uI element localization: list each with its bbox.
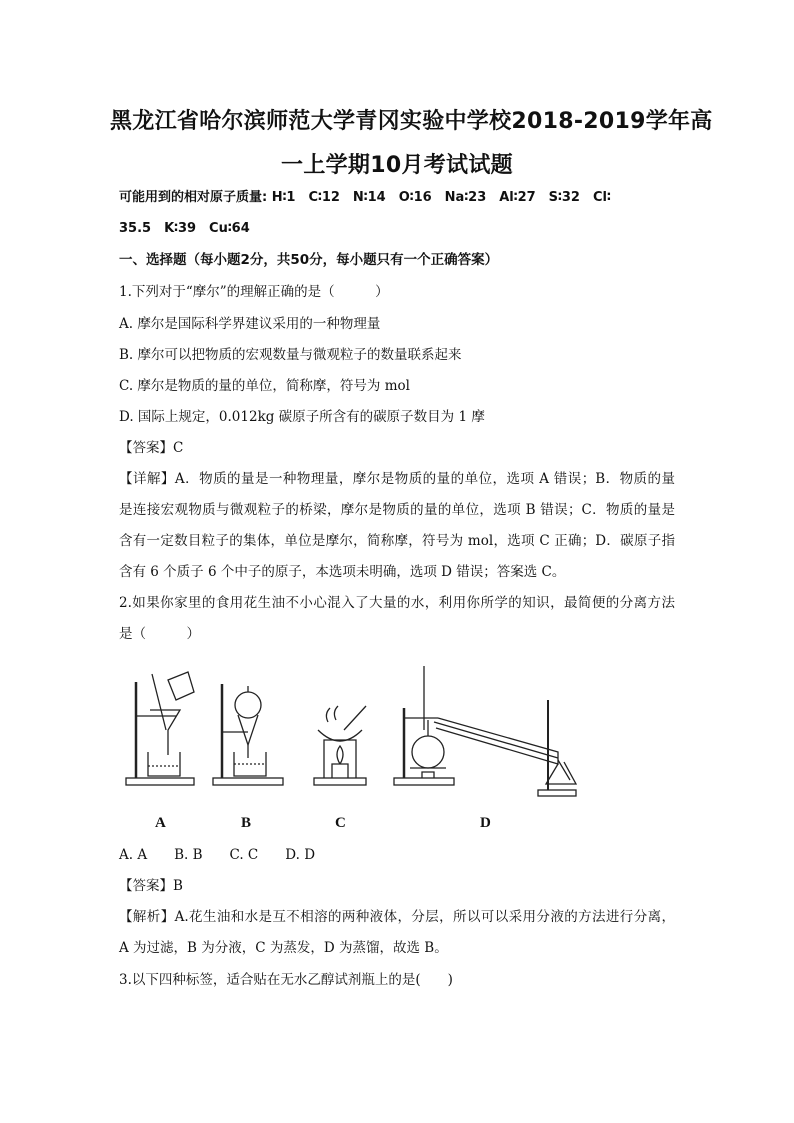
q2-stem-line-2: 是（ ） xyxy=(119,626,200,642)
q1-stem: 1.下列对于“摩尔”的理解正确的是（ ） xyxy=(119,284,389,300)
q2-stem-line-1: 2.如果你家里的食用花生油不小心混入了大量的水，利用你所学的知识，最简便的分离方法 xyxy=(119,595,675,611)
page-title-line-2: 一上学期10月考试试题 xyxy=(281,153,513,178)
apparatus-a-filtration-icon xyxy=(126,672,194,785)
q1-option-c: C. 摩尔是物质的量的单位，简称摩，符号为 mol xyxy=(119,378,410,394)
q1-explanation-line: 是连接宏观物质与微观粒子的桥梁，摩尔是物质的量的单位，选项 B 错误；C．物质的量是 xyxy=(119,502,675,518)
q2-answer: 【答案】B xyxy=(119,878,183,894)
q1-option-b: B. 摩尔可以把物质的宏观数量与微观粒子的数量联系起来 xyxy=(119,347,462,363)
section-heading: 一、选择题（每小题2分，共50分，每小题只有一个正确答案） xyxy=(119,252,499,268)
q3-stem: 3.以下四种标签，适合贴在无水乙醇试剂瓶上的是( ) xyxy=(119,972,453,988)
lab-apparatus-figure xyxy=(118,660,608,840)
q1-explanation-line: 【详解】A．物质的量是一种物理量，摩尔是物质的量的单位，选项 A 错误；B．物质的量 xyxy=(119,471,675,487)
figure-label-d: D xyxy=(480,815,491,831)
figure-label-a: A xyxy=(155,815,166,831)
apparatus-d-distillation-icon xyxy=(394,666,576,796)
apparatus-b-separatory-funnel-icon xyxy=(213,684,283,785)
q1-option-d: D. 国际上规定，0.012kg 碳原子所含有的碳原子数目为 1 摩 xyxy=(119,409,485,425)
q1-answer: 【答案】C xyxy=(119,440,184,456)
q2-explanation-line: A 为过滤，B 为分液，C 为蒸发，D 为蒸馏，故选 B。 xyxy=(119,940,448,956)
q1-option-a: A. 摩尔是国际科学界建议采用的一种物理量 xyxy=(119,316,381,332)
figure-label-b: B xyxy=(241,815,252,831)
apparatus-c-evaporation-icon xyxy=(314,706,366,785)
q1-explanation-line: 含有 6 个质子 6 个中子的原子，本选项未明确，选项 D 错误；答案选 C。 xyxy=(119,564,566,580)
atomic-mass-line-2: 35.5 K∶39 Cu∶64 xyxy=(119,221,250,236)
q2-options: A. A B. B C. C D. D xyxy=(119,847,316,863)
atomic-mass-line-1: 可能用到的相对原子质量: H∶1 C∶12 N∶14 O∶16 Na∶23 Al∶27 S∶32 Cl∶ xyxy=(119,190,611,205)
q1-explanation-line: 含有一定数目粒子的集体，单位是摩尔，简称摩，符号为 mol，选项 C 正确；D．碳原子指 xyxy=(119,533,675,549)
q2-explanation-line: 【解析】A.花生油和水是互不相溶的两种液体，分层，所以可以采用分液的方法进行分离， xyxy=(119,909,675,925)
figure-label-c: C xyxy=(335,815,346,831)
page-title-line-1: 黑龙江省哈尔滨师范大学青冈实验中学校2018-2019学年高 xyxy=(110,109,713,134)
